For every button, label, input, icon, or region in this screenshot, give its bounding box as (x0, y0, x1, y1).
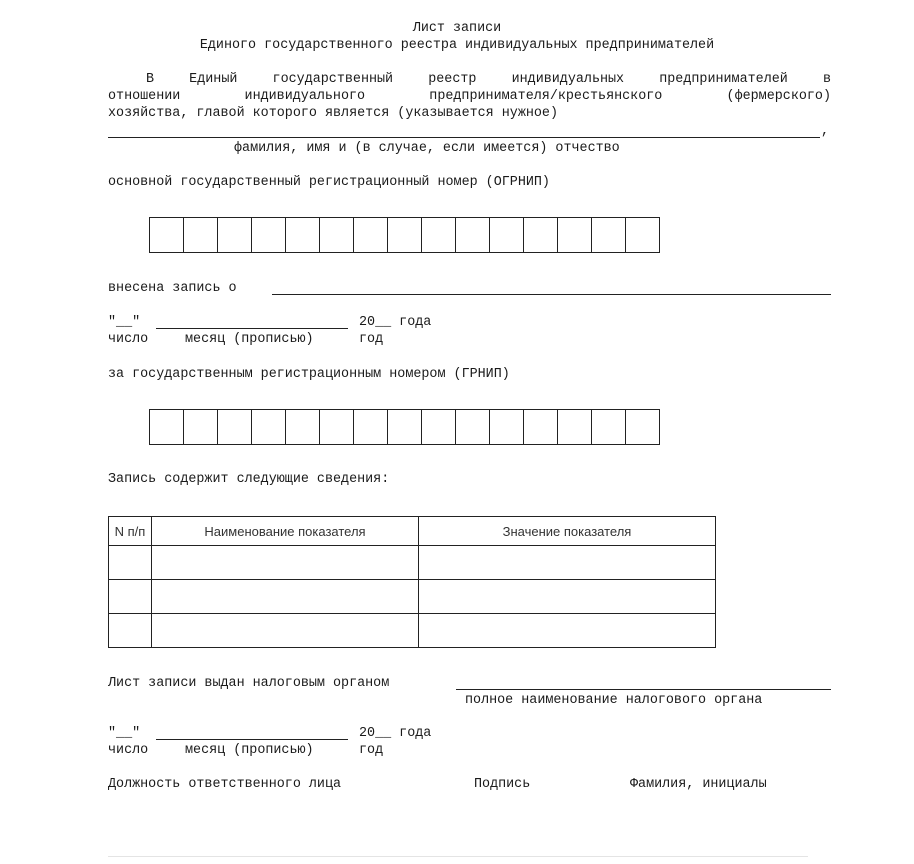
ogrnip-cell[interactable] (421, 217, 455, 253)
table-cell[interactable] (109, 546, 152, 580)
ogrnip-cells[interactable] (149, 217, 660, 253)
grnip-cell[interactable] (149, 409, 183, 445)
date1-year-caption: год (359, 332, 384, 347)
date1-month-line[interactable] (156, 328, 348, 329)
grnip-cell[interactable] (387, 409, 421, 445)
contents-label: Запись содержит следующие сведения: (108, 472, 390, 487)
name-fill-line[interactable] (108, 137, 820, 138)
name-caption: фамилия, имя и (в случае, если имеется) отчество (234, 141, 620, 156)
grnip-cell[interactable] (455, 409, 489, 445)
grnip-cell[interactable] (523, 409, 557, 445)
signature-name: Фамилия, инициалы (630, 777, 767, 792)
ogrnip-cell[interactable] (149, 217, 183, 253)
ogrnip-cell[interactable] (251, 217, 285, 253)
date1-month-caption: месяц (прописью) (185, 332, 314, 347)
table-cell[interactable] (109, 580, 152, 614)
ogrnip-cell[interactable] (557, 217, 591, 253)
header-number: N п/п (109, 517, 152, 546)
ogrnip-cell[interactable] (217, 217, 251, 253)
header-indicator-value: Значение показателя (419, 517, 716, 546)
document-title: Лист записи (412, 21, 502, 36)
table-row (109, 614, 716, 648)
info-table (108, 516, 716, 648)
intro-line-2: отношении индивидуального предпринимателя/крестьянского (фермерского) (108, 89, 831, 104)
table-cell[interactable] (152, 614, 419, 648)
grnip-cell[interactable] (319, 409, 353, 445)
intro-line-1: В Единый государственный реестр индивидуальных предпринимателей в (146, 72, 831, 87)
date2-day[interactable]: "__" (108, 726, 141, 741)
ogrnip-cell[interactable] (353, 217, 387, 253)
document-subtitle: Единого государственного реестра индивидуальных предпринимателей (199, 38, 715, 53)
grnip-cell[interactable] (489, 409, 523, 445)
grnip-cell[interactable] (557, 409, 591, 445)
ogrnip-cell[interactable] (625, 217, 660, 253)
ogrnip-cell[interactable] (319, 217, 353, 253)
issuer-fill-line[interactable] (456, 689, 831, 690)
signature-sign: Подпись (474, 777, 531, 792)
signature-position: Должность ответственного лица (108, 777, 342, 792)
table-cell[interactable] (109, 614, 152, 648)
table-cell[interactable] (152, 546, 419, 580)
grnip-cell[interactable] (625, 409, 660, 445)
grnip-label: за государственным регистрационным номером (ГРНИП) (108, 367, 510, 382)
grnip-cell[interactable] (591, 409, 625, 445)
grnip-cell[interactable] (183, 409, 217, 445)
date2-month-line[interactable] (156, 739, 348, 740)
issued-label: Лист записи выдан налоговым органом (108, 676, 390, 691)
date1-day[interactable]: "__" (108, 315, 141, 330)
issuer-caption: полное наименование налогового органа (465, 693, 763, 708)
grnip-cell[interactable] (217, 409, 251, 445)
ogrnip-cell[interactable] (285, 217, 319, 253)
ogrnip-cell[interactable] (387, 217, 421, 253)
date2-month-caption: месяц (прописью) (185, 743, 314, 758)
table-cell[interactable] (152, 580, 419, 614)
date1-day-caption: число (108, 332, 149, 347)
ogrnip-cell[interactable] (183, 217, 217, 253)
grnip-cell[interactable] (353, 409, 387, 445)
record-fill-line[interactable] (272, 294, 831, 295)
ogrnip-cell[interactable] (489, 217, 523, 253)
table-cell[interactable] (419, 580, 716, 614)
date2-day-caption: число (108, 743, 149, 758)
header-indicator-name: Наименование показателя (152, 517, 419, 546)
table-header-row (109, 517, 716, 546)
ogrnip-label: основной государственный регистрационный номер (ОГРНИП) (108, 175, 550, 190)
record-label: внесена запись о (108, 281, 237, 296)
table-row (109, 580, 716, 614)
grnip-cells[interactable] (149, 409, 660, 445)
name-comma: , (821, 124, 830, 139)
table-cell[interactable] (419, 614, 716, 648)
ogrnip-cell[interactable] (455, 217, 489, 253)
table-cell[interactable] (419, 546, 716, 580)
ogrnip-cell[interactable] (591, 217, 625, 253)
intro-line-3: хозяйства, главой которого является (указывается нужное) (108, 106, 558, 121)
table-row (109, 546, 716, 580)
date1-year[interactable]: 20__ года (359, 315, 432, 330)
grnip-cell[interactable] (251, 409, 285, 445)
date2-year-caption: год (359, 743, 384, 758)
date2-year[interactable]: 20__ года (359, 726, 432, 741)
bottom-divider (108, 856, 808, 857)
grnip-cell[interactable] (285, 409, 319, 445)
ogrnip-cell[interactable] (523, 217, 557, 253)
grnip-cell[interactable] (421, 409, 455, 445)
